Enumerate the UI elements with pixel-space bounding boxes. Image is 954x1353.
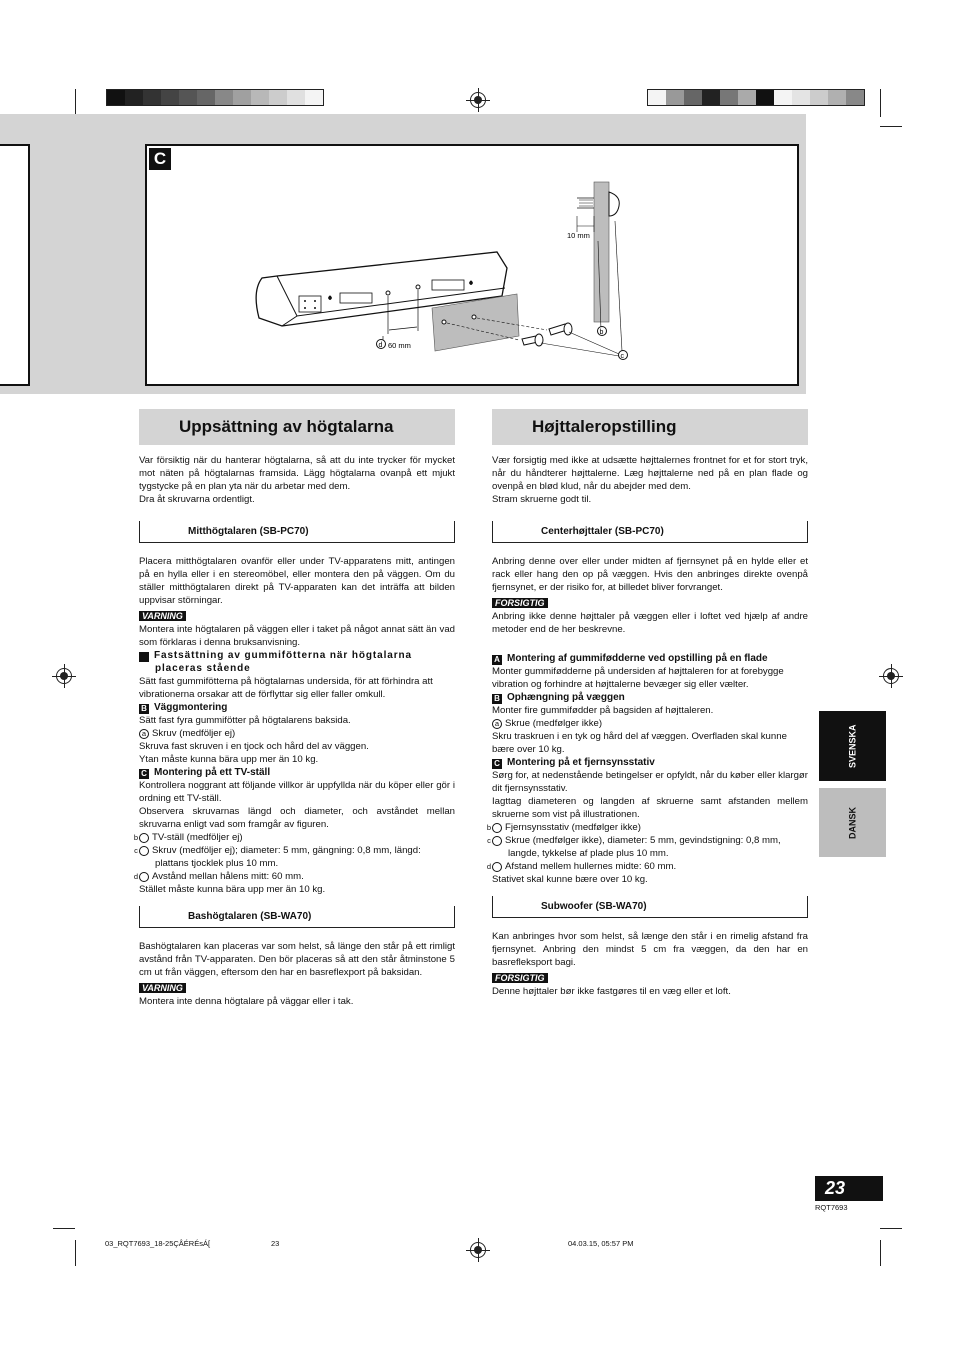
footer-file: 03_RQT7693_18-25ÇÂÉRÉsÁ[ — [105, 1239, 211, 1248]
figure-c — [145, 144, 799, 386]
section-c-heading: C Montering på ett TV-ställ — [139, 766, 455, 779]
section-c-item: d Avstånd mellan hålens mitt: 60 mm. — [133, 871, 304, 882]
section-c-item: b TV-ställ (medföljer ej) — [133, 832, 243, 843]
color-swatch — [684, 90, 702, 105]
section-b-item: a Skrue (medfølger ikke) — [492, 717, 808, 730]
section-c-item: d Afstand mellem hullernes midte: 60 mm. — [486, 861, 677, 872]
dimension-10mm: 10 mm — [567, 231, 590, 240]
colorbar-left — [106, 89, 324, 106]
swedish-column — [132, 454, 455, 1008]
section-b-heading: B Väggmontering — [139, 701, 455, 714]
speaker-mount-illustration — [147, 146, 797, 384]
center-speaker-heading: Centerhøjttaler (SB-PC70) — [492, 521, 808, 543]
dimension-60mm: 60 mm — [388, 341, 411, 350]
color-swatch — [792, 90, 810, 105]
color-swatch — [666, 90, 684, 105]
crop-mark — [880, 126, 902, 127]
figure-left-edge — [0, 144, 30, 386]
callout-b: b — [599, 329, 604, 336]
section-a-heading: A Montering af gummifødderne ved opstilling på en flade — [492, 652, 808, 665]
section-c-line: Stativet skal kunne bære over 10 kg. — [492, 874, 648, 885]
warning-text: Montera inte högtalaren på väggen eller i taket på något annat sätt än vad som förklaras i denna bruksanvisning. — [139, 624, 455, 648]
section-a-label: A — [139, 652, 149, 662]
color-swatch — [846, 90, 864, 105]
section-b-label: B — [139, 704, 149, 714]
section-c-item: c Skrue (medfølger ikke), diameter: 5 mm, gevindstigning: 0,8 mm, langde, tykkelse af plade plus 10 mm. — [487, 835, 781, 859]
intro-text-2: Dra åt skruvarna ordentligt. — [139, 494, 255, 505]
bass-speaker-heading: Bashögtalaren (SB-WA70) — [139, 906, 455, 928]
center-speaker-text: Placera mitthögtalaren ovanför eller under TV-apparatens mitt, antingen på en hylla eller i en stereomöbel, eller montera den på väggen. Om du ställer mitthögtalaren direkt på TV-apparaten kan det inträffa att bilden uppvisar störningar. — [139, 556, 455, 606]
colorbar-right — [647, 89, 865, 106]
section-b-line: Monter fire gummifødder på bagsiden af højttaleren. — [492, 705, 714, 716]
color-swatch — [161, 90, 179, 105]
color-swatch — [197, 90, 215, 105]
warning-text: Montera inte denna högtalare på väggar eller i tak. — [139, 996, 354, 1007]
color-swatch — [720, 90, 738, 105]
language-tab-svenska: SVENSKA — [819, 711, 886, 781]
section-b-heading: B Ophængning på væggen — [492, 691, 808, 704]
color-swatch — [233, 90, 251, 105]
section-title-danish: Højttaleropstilling — [492, 409, 808, 445]
registration-mark-icon — [470, 92, 486, 108]
subwoofer-text: Kan anbringes hvor som helst, så længe den står i en rimelig afstand fra fjernsynet. Anbring den mindst 5 cm fra væggen, da den har en basrefleksport bagi. — [492, 931, 808, 968]
registration-mark-icon — [883, 668, 899, 684]
section-c-line: Stället måste kunna bära upp mer än 10 kg. — [139, 884, 326, 895]
warning-badge: VARNING — [139, 611, 186, 621]
warning-badge: FORSIGTIG — [492, 598, 548, 608]
color-swatch — [107, 90, 125, 105]
footer-date: 04.03.15, 05:57 PM — [568, 1239, 634, 1248]
warning-badge: VARNING — [139, 983, 186, 993]
section-b-line: Ytan måste kunna bära upp mer än 10 kg. — [139, 754, 319, 765]
section-a-label: A — [492, 655, 502, 665]
warning-badge: FORSIGTIG — [492, 973, 548, 983]
section-b-line: Skru traskruen i en tyk og hård del af væggen. Overfladen skal kunne bære over 10 kg. — [492, 731, 787, 755]
section-c-line: Observera skruvarnas längd och diameter, och avståndet mellan skruvarna enligt vad som framgår av figuren. — [139, 806, 455, 830]
section-b-line: Skruva fast skruven i en tjock och hård del av väggen. — [139, 741, 369, 752]
section-c-item: c Skruv (medföljer ej); diameter: 5 mm, gängning: 0,8 mm, längd: plattans tjocklek plus 10 mm. — [134, 845, 421, 869]
intro-text-2: Stram skruerne godt til. — [492, 494, 592, 505]
warning-text: Anbring ikke denne højttaler på væggen eller i loftet ved hjælp af andre metoder end de her beskrevne. — [492, 611, 808, 635]
crop-mark — [53, 1228, 75, 1229]
section-c-line: Kontrollera noggrant att följande villkor är uppfyllda när du köper eller gör i ordning ett TV-ställ. — [139, 780, 455, 804]
intro-text: Var försiktig när du hanterar högtalarna, så att du inte trycker för mycket mot näten på högtalarnas framsida. Lägg högtalarna ovanpå ett mjukt tygstycke på en plan yta när du arbetar med dem. — [139, 455, 455, 492]
crop-mark — [880, 1240, 881, 1266]
footer-page: 23 — [271, 1239, 280, 1248]
section-a-heading: A Fastsättning av gummifötterna när högtalarna placeras stående — [132, 650, 412, 674]
color-swatch — [305, 90, 323, 105]
bass-speaker-text: Bashögtalaren kan placeras var som helst, så länge den står på ett rimligt avstånd från TV-apparaten. Den bör placeras så att den står åtminstone 5 cm ut från väggen, eftersom den har en basreflexport på baksidan. — [139, 941, 455, 978]
color-swatch — [269, 90, 287, 105]
color-swatch — [828, 90, 846, 105]
intro-text: Vær forsigtig med ikke at udsætte højttalernes frontnet for et for stort tryk, når du håndterer højttalerne. Læg højttalerne ned på en plan flade og ovenpå en blød klud, når du abejder med dem. — [492, 455, 808, 492]
subwoofer-heading: Subwoofer (SB-WA70) — [492, 896, 808, 918]
section-a-text: Monter gummifødderne på undersiden af højttaleren for at forebygge vibration og forhindre at højttalerne bevæger sig eller vælter. — [492, 666, 784, 690]
color-swatch — [774, 90, 792, 105]
color-swatch — [702, 90, 720, 105]
color-swatch — [125, 90, 143, 105]
color-swatch — [215, 90, 233, 105]
crop-mark — [880, 89, 881, 117]
language-tab-dansk: DANSK — [819, 788, 886, 857]
page-number: 23 — [815, 1176, 883, 1201]
section-b-label: B — [492, 694, 502, 704]
color-swatch — [648, 90, 666, 105]
color-swatch — [179, 90, 197, 105]
callout-d: d — [378, 342, 383, 349]
center-speaker-text: Anbring denne over eller under midten af fjernsynet på en hylde eller et rack eller hang den op på væggen. Hvis den anbringes direkte ovenpå fjernsynet, er der risiko for, at billedet bliver forvranget. — [492, 556, 808, 593]
section-c-label: C — [139, 769, 149, 779]
registration-mark-icon — [56, 668, 72, 684]
crop-mark — [75, 1240, 76, 1266]
danish-column — [486, 454, 808, 998]
registration-mark-icon — [470, 1242, 486, 1258]
color-swatch — [287, 90, 305, 105]
color-swatch — [810, 90, 828, 105]
section-a-text: Sätt fast gummifötterna på högtalarnas undersida, för att förhindra att vibrationerna orsakar att de förflyttar sig eller faller omkull. — [139, 676, 433, 700]
section-b-line: Sätt fast fyra gummifötter på högtalarens baksida. — [139, 715, 351, 726]
crop-mark — [880, 1228, 902, 1229]
color-swatch — [143, 90, 161, 105]
model-code: RQT7693 — [815, 1203, 848, 1212]
section-title-swedish: Uppsättning av högtalarna — [139, 409, 455, 445]
section-c-heading: C Montering på et fjernsynsstativ — [492, 756, 808, 769]
section-b-item: a Skruv (medföljer ej) — [139, 727, 455, 740]
figure-label: C — [149, 148, 171, 170]
callout-c: c — [620, 353, 624, 360]
section-c-item: b Fjernsynsstativ (medfølger ikke) — [486, 822, 641, 833]
section-c-label: C — [492, 759, 502, 769]
color-swatch — [756, 90, 774, 105]
crop-mark — [75, 89, 76, 117]
color-swatch — [738, 90, 756, 105]
warning-text: Denne højttaler bør ikke fastgøres til en væg eller et loft. — [492, 986, 731, 997]
section-c-line: Sørg for, at nedenstående betingelser er opfyldt, når du køber eller klargør dit fjernsynsstativ. — [492, 770, 808, 794]
section-c-line: Iagttag diameteren og langden af skruerne samt afstanden mellem skruerne som vist på illustrationen. — [492, 796, 808, 820]
color-swatch — [251, 90, 269, 105]
center-speaker-heading: Mitthögtalaren (SB-PC70) — [139, 521, 455, 543]
